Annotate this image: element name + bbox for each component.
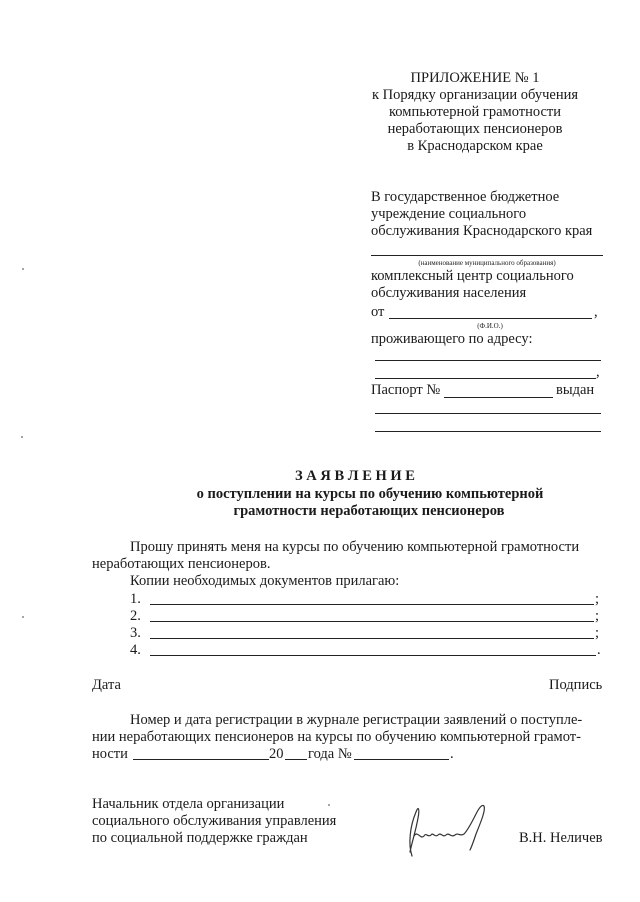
fio-caption: (Ф.И.О.) — [477, 322, 503, 330]
signatory-name: В.Н. Неличев — [519, 830, 603, 846]
position-line: социального обслуживания управления — [92, 813, 337, 829]
position-line: по социальной поддержке граждан — [92, 830, 308, 846]
registration-end: . — [450, 746, 454, 762]
item-end: ; — [595, 608, 600, 624]
item-line — [150, 655, 596, 656]
statement-title: З А Я В Л Е Н И Е — [295, 468, 415, 484]
request-line-2: неработающих пенсионеров. — [92, 556, 271, 572]
item-end: ; — [595, 625, 600, 641]
registration-year-line — [285, 759, 307, 760]
addressee-to — [371, 189, 592, 240]
address-line-2 — [375, 378, 596, 379]
signature-label: Подпись — [549, 677, 603, 693]
copies-line: Копии необходимых документов прилагаю: — [130, 573, 400, 589]
from-label: от — [371, 304, 385, 320]
address-line-1 — [375, 360, 601, 361]
issued-line-2 — [375, 431, 601, 432]
addressee-line: обслуживания Краснодарского края — [371, 223, 593, 239]
item-line — [150, 638, 594, 639]
registration-line-1: Номер и дата регистрации в журнале регистрации заявлений о поступле- — [130, 712, 583, 728]
item-line — [150, 621, 594, 622]
item-end: . — [597, 642, 601, 658]
fio-line — [389, 318, 592, 319]
center-line: комплексный центр социального — [371, 268, 574, 284]
issued-label: выдан — [556, 382, 595, 398]
appendix-line: к Порядку организации обучения — [371, 87, 579, 103]
statement-subtitle-1: о поступлении на курсы по обучению компьютерной — [196, 486, 544, 502]
center-name — [371, 268, 574, 302]
appendix-title: ПРИЛОЖЕНИЕ № 1 — [410, 70, 540, 86]
from-end: , — [594, 304, 598, 320]
appendix-line: в Краснодарском крае — [407, 138, 543, 154]
registration-line-3-start: ности — [92, 746, 128, 762]
statement-subtitle-2: грамотности неработающих пенсионеров — [233, 503, 505, 519]
addressee-line: учреждение социального — [371, 206, 527, 222]
registration-year-prefix: 20 — [269, 746, 284, 762]
item-number: 2. — [130, 608, 141, 624]
registration-line-2: нии неработающих пенсионеров на курсы по обучению компьютерной грамот- — [92, 729, 581, 745]
scan-speck — [22, 268, 24, 270]
item-end: ; — [595, 591, 600, 607]
item-line — [150, 604, 594, 605]
passport-line — [444, 397, 553, 398]
appendix-block — [360, 70, 590, 155]
item-number: 4. — [130, 642, 141, 658]
appendix-line: неработающих пенсионеров — [387, 121, 563, 137]
passport-label: Паспорт № — [371, 382, 441, 398]
address-end: , — [596, 364, 600, 380]
registration-number-line — [354, 759, 449, 760]
position-line: Начальник отдела организации — [92, 796, 285, 812]
center-line: обслуживания населения — [371, 285, 527, 301]
municipality-caption: (наименование муниципального образования) — [418, 259, 556, 267]
item-number: 3. — [130, 625, 141, 641]
scan-speck — [21, 436, 23, 438]
residing-label: проживающего по адресу: — [371, 331, 533, 347]
issued-line-1 — [375, 413, 601, 414]
appendix-line: компьютерной грамотности — [389, 104, 561, 120]
scan-speck — [22, 616, 24, 618]
municipality-line — [371, 255, 603, 256]
signatory-position — [92, 796, 336, 847]
date-label: Дата — [92, 677, 121, 693]
request-line-1: Прошу принять меня на курсы по обучению компьютерной грамотности — [130, 539, 580, 555]
item-number: 1. — [130, 591, 141, 607]
addressee-line: В государственное бюджетное — [371, 189, 560, 205]
registration-date-line — [133, 759, 269, 760]
handwritten-signature — [398, 796, 498, 860]
registration-year-suffix: года № — [308, 746, 352, 762]
scan-speck — [328, 804, 330, 806]
